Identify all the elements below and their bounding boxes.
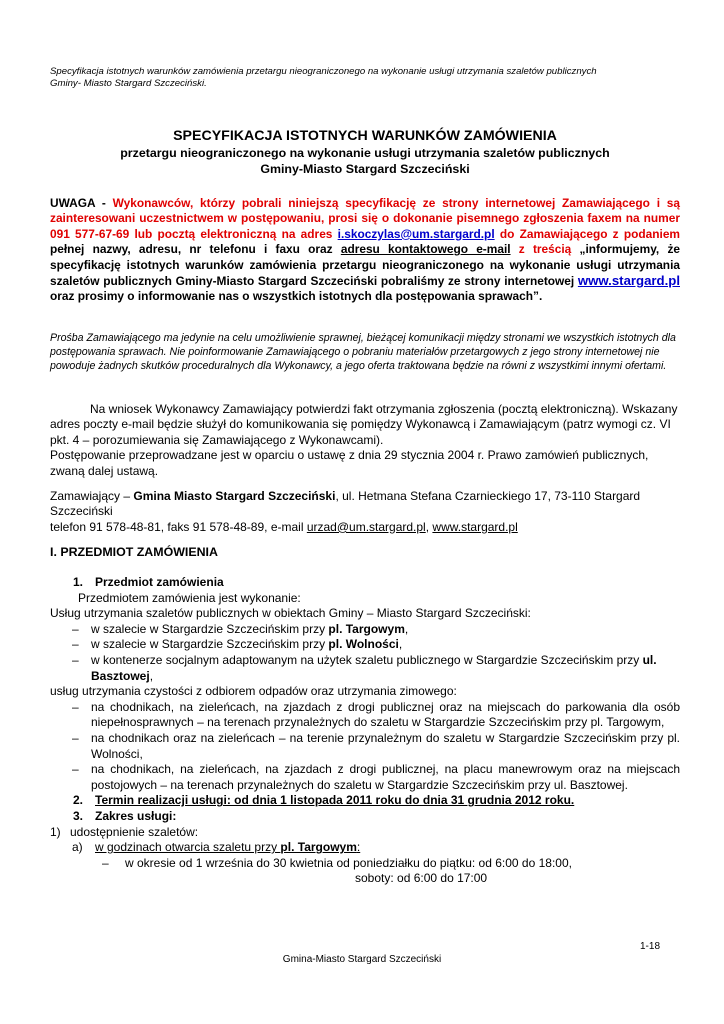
subitem-1-number: 1) xyxy=(50,824,61,839)
title-sub-2: Gminy-Miasto Stargard Szczeciński xyxy=(260,162,470,176)
subitem-a-punct: : xyxy=(356,840,361,855)
item-3-title: Zakres usługi: xyxy=(95,808,177,823)
title-sub-1: przetargu nieograniczonego na wykonanie usługi utrzymania szaletów publicznych xyxy=(120,146,610,160)
list-punct: , xyxy=(149,668,154,683)
notice-red-1: Wykonawców, którzy pobrali niniejszą specyfikację ze strony internetowej Zamawiającego i są zainteresowani uczestnictwem w postępowaniu, prosi się o dokonanie pisemnego zgłoszenia faxem na numer 091 577-67-69 lub pocztą elektroniczną na adres xyxy=(50,196,680,241)
authority-prefix: Zamawiający – xyxy=(50,489,134,503)
notice-paragraph xyxy=(50,196,680,305)
dash-bullet: – xyxy=(72,637,79,652)
list-item xyxy=(50,856,680,872)
running-header xyxy=(50,66,680,90)
authority-phone: telefon 91 578-48-81, faks 91 578-48-89, e-mail xyxy=(50,519,307,534)
cleaning-intro: usług utrzymania czystości z odbiorem odpadów oraz utrzymania zimowego: xyxy=(50,684,457,699)
document-title xyxy=(50,127,680,177)
dash-bullet: – xyxy=(72,652,79,667)
list-text: w szalecie w Stargardzie Szczecińskim przy xyxy=(91,621,329,636)
paragraph-confirmation xyxy=(50,402,680,479)
paragraph-confirmation-b: Postępowanie przeprowadzane jest w oparciu o ustawę z dnia 29 stycznia 2004 r. Prawo zamówień publicznych, zwaną dalej ustawą. xyxy=(50,448,649,478)
authority-line xyxy=(50,489,680,520)
list-item xyxy=(50,653,680,684)
authority-contact-line xyxy=(50,520,680,535)
authority-sep: , xyxy=(425,519,433,534)
notice-site-link[interactable]: www.stargard.pl xyxy=(577,273,680,289)
item-2-number: 2. xyxy=(73,793,84,808)
page-number: 1-18 xyxy=(640,941,661,952)
authority-www-link[interactable]: www.stargard.pl xyxy=(432,519,518,534)
subitem-1-text: udostępnienie szaletów: xyxy=(70,824,199,839)
list-punct: , xyxy=(404,621,409,636)
item-3-number: 3. xyxy=(73,808,84,823)
notice-black-3: oraz prosimy o informowanie nas o wszystkich istotnych dla postępowania sprawach”. xyxy=(50,289,543,304)
dash-bullet: – xyxy=(72,699,79,714)
subitem-a-text: w godzinach otwarcia szaletu przy xyxy=(95,840,281,855)
item-1-number: 1. xyxy=(73,575,84,589)
list-text: w kontenerze socjalnym adaptowanym na użytek szaletu publicznego w Stargardzie Szczecińskim przy xyxy=(91,652,643,667)
list-place: ul. Basztowej xyxy=(91,652,657,683)
authority-name: Gmina Miasto Stargard Szczeciński xyxy=(133,489,336,503)
authority-address: , ul. Hetmana Stefana Czarnieckiego 17, 73-110 Stargard Szczeciński xyxy=(50,489,641,519)
section-content xyxy=(50,575,680,887)
list-text: w szalecie w Stargardzie Szczecińskim przy xyxy=(91,637,329,652)
item-3 xyxy=(50,809,680,825)
list-text: na chodnikach, na zieleńcach, na zjazdach z drogi publicznej oraz na miejscach do parkowania dla osób niepełnosprawnych – na terenach przynależnych do szaletu w Stargardzie Szczecińskim przy pl. Targowym, xyxy=(91,699,680,730)
list-item xyxy=(50,622,680,638)
title-main: SPECYFIKACJA ISTOTNYCH WARUNKÓW ZAMÓWIENIA xyxy=(173,128,557,144)
notice-email-link[interactable]: i.skoczylas@um.stargard.pl xyxy=(337,226,495,241)
item-2-title xyxy=(50,793,680,809)
hours-saturday: soboty: od 6:00 do 17:00 xyxy=(355,871,488,886)
item-1-intro: Przedmiotem zamówienia jest wykonanie: xyxy=(78,590,301,605)
header-line-2: Gminy- Miasto Stargard Szczeciński. xyxy=(50,78,207,89)
authority-email-link[interactable]: urzad@um.stargard.pl xyxy=(306,519,426,534)
section-heading: I. PRZEDMIOT ZAMÓWIENIA xyxy=(50,545,218,559)
notice-contact: adresu kontaktowego e-mail xyxy=(340,242,511,257)
list-punct: , xyxy=(398,637,403,652)
header-line-1: Specyfikacja istotnych warunków zamówienia przetargu nieograniczonego na wykonanie usługi utrzymania szaletów publicznych xyxy=(50,66,597,77)
paragraph-confirmation-a: Na wniosek Wykonawcy Zamawiający potwierdzi fakt otrzymania zgłoszenia (pocztą elektroniczną). Wskazany adres poczty e-mail będzie służył do komunikowania się pomiędzy Wykonawcą i Zamawiającym (patrz wymogi cz. VI pkt. 4 – porozumiewania się Zamawiającego z Wykonawcami). xyxy=(50,402,678,447)
notice-black-1: pełnej nazwy, adresu, nr telefonu i faxu oraz xyxy=(50,242,341,257)
list-item xyxy=(50,762,680,793)
subitem-a xyxy=(50,840,680,856)
item-2 xyxy=(50,793,680,809)
notice-red-3: z treścią xyxy=(510,242,572,257)
list-item xyxy=(50,637,680,653)
notice-label: UWAGA - xyxy=(50,196,113,210)
subitem-1 xyxy=(50,825,680,841)
dash-bullet: – xyxy=(72,621,79,636)
list-item xyxy=(50,731,680,762)
dash-bullet: – xyxy=(72,762,79,777)
dash-bullet: – xyxy=(102,855,109,870)
list-place: pl. Wolności xyxy=(328,637,399,652)
item-1 xyxy=(50,575,680,591)
paragraph-contracting-authority xyxy=(50,489,680,535)
list-place: pl. Targowym xyxy=(328,621,405,636)
hours-weekdays: w okresie od 1 września do 30 kwietnia od poniedziałku do piątku: od 6:00 do 18:00, xyxy=(125,855,572,870)
italic-note: Prośba Zamawiającego ma jedynie na celu umożliwienie sprawnej, bieżącej komunikacji między stronami we wszystkich istotnych dla postępowania sprawach. Nie poinformowanie Zamawiającego o pobraniu materiałów przetargowych z jego strony internetowej nie powoduje żadnych skutków proceduralnych dla Wykonawcy, a jego oferta traktowana będzie na równi z wszystkimi innymi ofertami. xyxy=(50,332,676,372)
list-item xyxy=(50,700,680,731)
list-text: na chodnikach, na zieleńcach, na zjazdach z drogi publicznej, na placu manewrowym oraz na miejscach postojowych – na terenach przynależnych do szaletu w Stargardzie Szczecińskim przy ul. Basztowej. xyxy=(91,762,680,792)
services-intro: Usług utrzymania szaletów publicznych w obiektach Gminy – Miasto Stargard Szczeciński: xyxy=(50,606,531,621)
page-footer: Gmina-Miasto Stargard Szczeciński xyxy=(282,954,442,965)
subitem-a-label: a) xyxy=(72,840,83,855)
notice-red-2: do Zamawiającego z podaniem xyxy=(494,226,680,241)
item-2-text: Termin realizacji usługi: od dnia 1 listopada 2011 roku do dnia 31 grudnia 2012 roku. xyxy=(95,793,575,808)
dash-bullet: – xyxy=(72,730,79,745)
notice-black-2: „informujemy, że specyfikację istotnych warunków zamówienia przetargu nieograniczonego na wykonanie usługi utrzymania szaletów publicznych Gminy-Miasto Stargard Szczeciński pobraliśmy ze strony internetowej xyxy=(50,242,681,289)
list-text: na chodnikach oraz na zieleńcach – na terenie przynależnym do szaletu w Stargardzie Szczecińskim przy pl. Wolności, xyxy=(91,730,680,761)
item-1-title: Przedmiot zamówienia xyxy=(95,575,224,589)
subitem-a-place: pl. Targowym xyxy=(280,840,357,855)
